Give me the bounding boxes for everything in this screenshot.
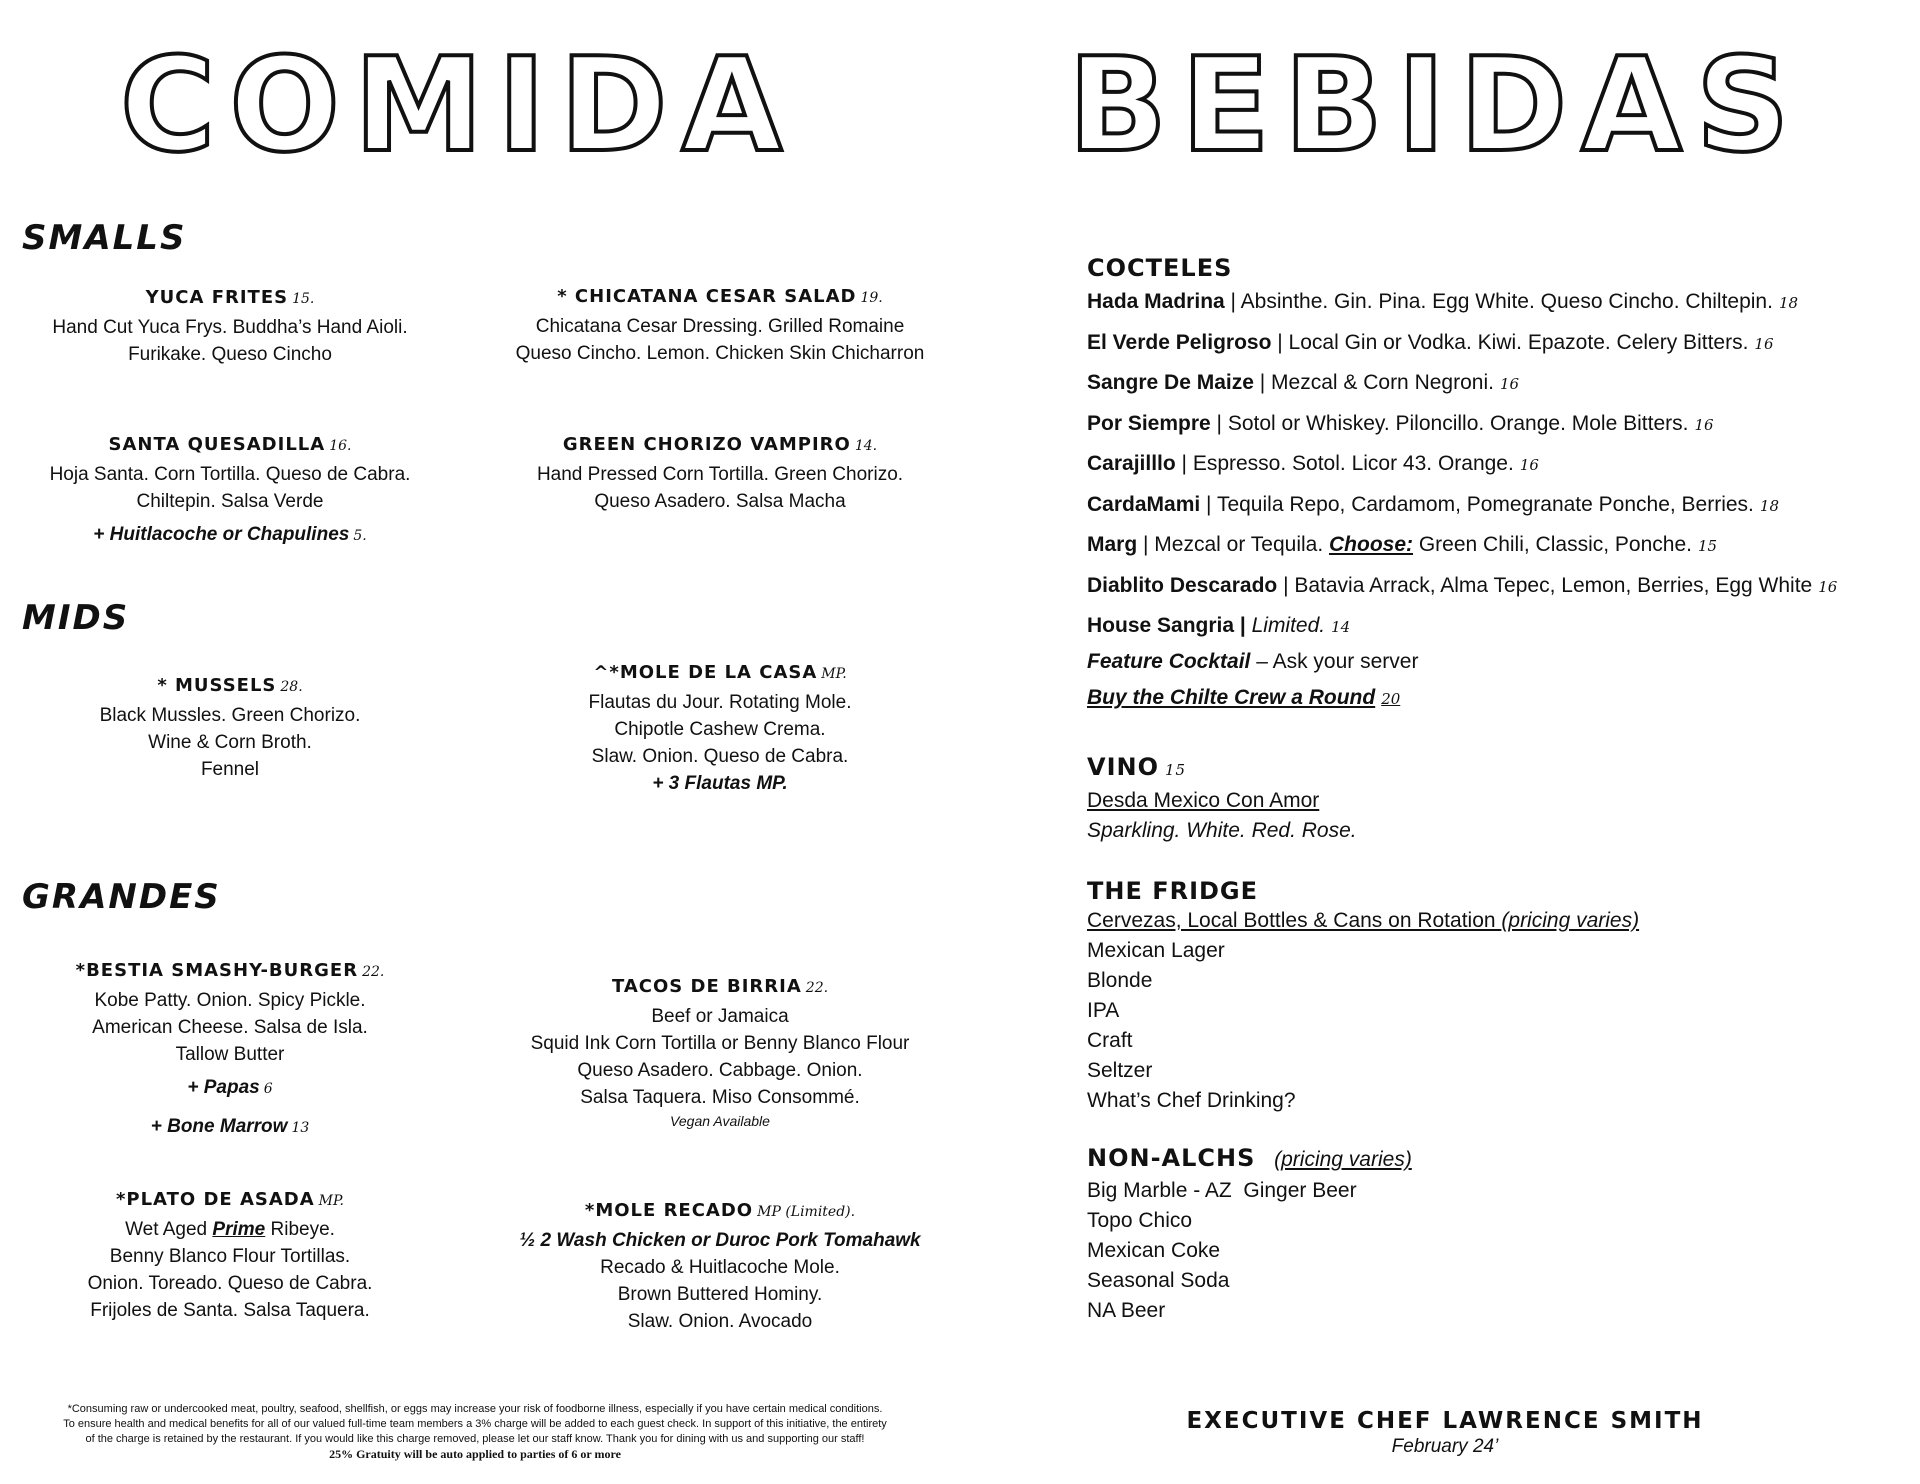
pricing-note: (pricing varies) xyxy=(1274,1148,1412,1171)
nonalchs-label: NON-ALCHS xyxy=(1087,1144,1256,1172)
menu-date: February 24’ xyxy=(1391,1436,1499,1457)
feature-name: Feature Cocktail xyxy=(1087,650,1251,673)
dish-line: Wet Aged xyxy=(125,1219,213,1240)
cocktail-item xyxy=(1087,290,1897,331)
cocktail-desc: | Espresso. Sotol. Licor 43. Orange. xyxy=(1175,452,1514,475)
dish-name: SANTA QUESADILLA xyxy=(108,434,326,455)
mids-heading: MIDS xyxy=(22,598,130,638)
cocktail-item xyxy=(1087,574,1897,615)
dish-price: 22. xyxy=(362,964,385,980)
buy-round-label: Buy the Chilte Crew a Round xyxy=(1087,686,1376,709)
cocktail-desc: | Sotol or Whiskey. Piloncillo. Orange. Mole Bitters. xyxy=(1210,411,1689,435)
cocktail-item xyxy=(1087,331,1897,372)
dish-price: MP. xyxy=(821,666,847,682)
dish-line: Hand Cut Yuca Frys. Buddha’s Hand Aioli. xyxy=(52,317,408,338)
cocktail-desc: | Local Gin or Vodka. Kiwi. Epazote. Celery Bitters. xyxy=(1271,330,1749,354)
dish-addon: + Huitlacoche or Chapulines xyxy=(93,524,350,545)
cocktail-name: Por Siempre xyxy=(1087,411,1211,435)
nonalchs-heading xyxy=(1087,1144,1412,1172)
cocktail-list xyxy=(1087,290,1897,722)
nonalch-item: Topo Chico xyxy=(1087,1209,1193,1232)
dish-price: 14. xyxy=(854,438,878,454)
fridge-intro: Cervezas, Local Bottles & Cans on Rotation xyxy=(1087,909,1502,932)
dish-line: Ribeye. xyxy=(265,1219,335,1240)
vegan-note: Vegan Available xyxy=(670,1113,770,1129)
dish-line: Chipotle Cashew Crema. xyxy=(614,719,826,740)
cocktail-desc: | Mezcal & Corn Negroni. xyxy=(1253,371,1494,394)
vino-label: VINO xyxy=(1087,753,1159,781)
bebidas-title: BEBIDAS xyxy=(1068,29,1804,181)
dish-line: Brown Buttered Hominy. xyxy=(617,1284,823,1305)
cocktail-name: House Sangria xyxy=(1087,614,1235,637)
buy-round xyxy=(1087,686,1897,722)
dish-line: Frijoles de Santa. Salsa Taquera. xyxy=(90,1300,370,1321)
cocktail-desc: | Absinthe. Gin. Pina. Egg White. Queso Cincho. Chiltepin. xyxy=(1224,290,1773,313)
dish-addon: + Bone Marrow xyxy=(150,1116,288,1137)
dish-price: 22. xyxy=(805,980,829,996)
dish-name: GREEN CHORIZO VAMPIRO xyxy=(562,434,851,455)
nonalchs-list xyxy=(1087,1176,1357,1326)
dish-addon: + 3 Flautas MP. xyxy=(652,773,788,794)
dish-plato-de-asada xyxy=(20,1187,440,1324)
cocktail-item xyxy=(1087,412,1897,453)
pricing-note: (pricing varies) xyxy=(1501,909,1640,932)
dish-line: Queso Asadero. Cabbage. Onion. xyxy=(577,1060,863,1081)
grandes-heading: GRANDES xyxy=(22,877,221,917)
dish-line: Tallow Butter xyxy=(175,1044,285,1065)
cocktail-price: 14 xyxy=(1331,618,1351,636)
cocktail-name: Marg xyxy=(1087,533,1138,556)
dish-line: Queso Cincho. Lemon. Chicken Skin Chicharron xyxy=(515,343,925,364)
cocktail-name: Sangre De Maize xyxy=(1087,371,1254,394)
addon-price: 5. xyxy=(353,528,367,544)
footer-line: To ensure health and medical benefits for all of our valued full-time team members a 3% charge will be added to each guest check. In support of this initiative, the entirety xyxy=(63,1418,887,1430)
smalls-heading: SMALLS xyxy=(22,218,187,258)
buy-round-price: 20 xyxy=(1381,690,1401,708)
dish-chicatana-cesar xyxy=(490,284,950,367)
dish-line: Hoja Santa. Corn Tortilla. Queso de Cabra. xyxy=(49,464,411,485)
cocktail-item xyxy=(1087,452,1897,493)
vino-line: Desda Mexico Con Amor xyxy=(1087,789,1320,812)
fridge-list xyxy=(1087,906,1639,1116)
dish-line: Queso Asadero. Salsa Macha xyxy=(594,491,846,512)
dish-addon: + Papas xyxy=(187,1077,260,1098)
cocktail-price: 16 xyxy=(1519,456,1539,474)
cocktail-name: Carajilllo xyxy=(1087,452,1176,475)
cocktail-item-marg xyxy=(1087,533,1897,574)
fridge-item: What’s Chef Drinking? xyxy=(1087,1089,1296,1112)
dish-name: YUCA FRITES xyxy=(145,287,289,308)
cocteles-heading: COCTELES xyxy=(1087,254,1233,282)
dish-name: *BESTIA SMASHY-BURGER xyxy=(75,960,359,981)
cocktail-name: Hada Madrina xyxy=(1087,290,1225,313)
dish-name: * MUSSELS xyxy=(157,675,277,696)
chef-credit xyxy=(1160,1408,1730,1458)
dish-line: American Cheese. Salsa de Isla. xyxy=(92,1017,368,1038)
dish-yuca-frites xyxy=(20,285,440,368)
prime-emphasis: Prime xyxy=(212,1219,266,1240)
dish-price: 28. xyxy=(280,679,303,695)
dish-line: Slaw. Onion. Queso de Cabra. xyxy=(591,746,849,767)
dish-name: ^*MOLE DE LA CASA xyxy=(593,662,818,683)
dish-line: Beef or Jamaica xyxy=(651,1006,789,1027)
fridge-heading: THE FRIDGE xyxy=(1087,877,1259,905)
cocktail-desc: | Tequila Repo, Cardamom, Pomegranate Ponche, Berries. xyxy=(1200,492,1754,516)
cocktail-price: 15 xyxy=(1697,537,1718,555)
cocktail-price: 16 xyxy=(1694,415,1714,434)
addon-price: 13 xyxy=(291,1120,310,1136)
dish-line: Slaw. Onion. Avocado xyxy=(627,1311,813,1332)
fridge-item: Mexican Lager xyxy=(1087,939,1225,962)
dish-line: Fennel xyxy=(200,759,260,780)
dish-mole-de-la-casa xyxy=(490,660,950,797)
nonalch-item: Seasonal Soda xyxy=(1087,1269,1230,1292)
dish-line: Recado & Huitlacoche Mole. xyxy=(600,1257,840,1278)
cocktail-price: 16 xyxy=(1818,577,1838,596)
cocktail-item xyxy=(1087,493,1897,534)
dish-mussels xyxy=(20,673,440,783)
nonalch-item: NA Beer xyxy=(1087,1299,1166,1322)
dish-line: Onion. Toreado. Queso de Cabra. xyxy=(87,1273,373,1294)
chef-name: EXECUTIVE CHEF LAWRENCE SMITH xyxy=(1186,1408,1704,1434)
dish-line: Wine & Corn Broth. xyxy=(148,732,312,753)
cocktail-desc: | Mezcal or Tequila. xyxy=(1137,533,1330,556)
cocktail-price: 18 xyxy=(1759,496,1779,515)
dish-name: *MOLE RECADO xyxy=(584,1200,754,1221)
cocktail-desc: Limited. xyxy=(1251,614,1326,637)
dish-line: Benny Blanco Flour Tortillas. xyxy=(109,1246,351,1267)
dish-price: 16. xyxy=(329,438,352,454)
dish-price: MP (Limited). xyxy=(757,1204,856,1220)
dish-line: Flautas du Jour. Rotating Mole. xyxy=(588,692,852,713)
dish-line: Hand Pressed Corn Tortilla. Green Chorizo. xyxy=(536,464,904,485)
dish-line: Squid Ink Corn Tortilla or Benny Blanco Flour xyxy=(530,1033,910,1054)
cocktail-name: El Verde Peligroso xyxy=(1087,330,1272,354)
cocktail-name: CardaMami xyxy=(1087,492,1201,516)
nonalch-item: Big Marble - AZ Ginger Beer xyxy=(1087,1179,1357,1202)
dish-bestia-burger xyxy=(20,958,440,1142)
dish-santa-quesadilla xyxy=(20,432,440,550)
dish-price: MP. xyxy=(318,1193,345,1209)
fridge-item: IPA xyxy=(1087,999,1120,1022)
dish-line: Kobe Patty. Onion. Spicy Pickle. xyxy=(94,990,366,1011)
dish-price: 15. xyxy=(292,291,315,307)
dish-name: * CHICATANA CESAR SALAD xyxy=(557,286,857,307)
feature-cocktail xyxy=(1087,650,1897,686)
cocktail-price: 18 xyxy=(1778,294,1799,312)
dish-subtitle: ½ 2 Wash Chicken or Duroc Pork Tomahawk xyxy=(519,1230,921,1251)
dish-line: Chicatana Cesar Dressing. Grilled Romaine xyxy=(535,316,905,337)
vino-block xyxy=(1087,786,1357,846)
gratuity-note: 25% Gratuity will be auto applied to parties of 6 or more xyxy=(329,1447,621,1461)
vino-heading xyxy=(1087,753,1186,781)
footer-disclaimer xyxy=(0,1402,950,1462)
separator: | xyxy=(1234,614,1252,637)
dish-name: TACOS DE BIRRIA xyxy=(611,976,802,997)
dish-price: 19. xyxy=(860,290,883,306)
cocktail-desc: Green Chili, Classic, Ponche. xyxy=(1413,533,1692,556)
dish-mole-recado xyxy=(490,1198,950,1335)
vino-varietals: Sparkling. White. Red. Rose. xyxy=(1087,819,1357,842)
cocktail-item-sangria xyxy=(1087,614,1897,650)
cocktail-price: 16 xyxy=(1754,334,1774,353)
fridge-item: Seltzer xyxy=(1087,1059,1153,1082)
cocktail-desc: | Batavia Arrack, Alma Tepec, Lemon, Berries, Egg White xyxy=(1277,573,1813,597)
cocktail-name: Diablito Descarado xyxy=(1087,573,1278,597)
addon-price: 6 xyxy=(263,1081,273,1097)
choose-label: Choose: xyxy=(1329,533,1414,556)
fridge-item: Craft xyxy=(1087,1029,1133,1052)
cocktail-price: 16 xyxy=(1499,375,1520,393)
dish-line: Chiltepin. Salsa Verde xyxy=(136,491,324,512)
comida-title: COMIDA xyxy=(120,29,797,181)
cocktail-item xyxy=(1087,371,1897,412)
dish-green-chorizo-vampiro xyxy=(490,432,950,515)
fridge-item: Blonde xyxy=(1087,969,1153,992)
dish-line: Salsa Taquera. Miso Consommé. xyxy=(580,1087,860,1108)
dish-name: *PLATO DE ASADA xyxy=(115,1189,315,1210)
dish-line: Black Mussles. Green Chorizo. xyxy=(99,705,361,726)
dish-line: Furikake. Queso Cincho xyxy=(128,344,332,365)
dish-tacos-de-birria xyxy=(490,974,950,1131)
feature-desc: – Ask your server xyxy=(1250,650,1419,673)
nonalch-item: Mexican Coke xyxy=(1087,1239,1221,1262)
footer-line: of the charge is retained by the restaurant. If you would like this charge removed, please let our staff know. Thank you for dining with us and supporting our staff! xyxy=(85,1433,865,1445)
vino-price: 15 xyxy=(1165,761,1187,779)
footer-line: *Consuming raw or undercooked meat, poultry, seafood, shellfish, or eggs may increase your risk of foodborne illness, especially if you have certain medical conditions. xyxy=(67,1403,883,1415)
